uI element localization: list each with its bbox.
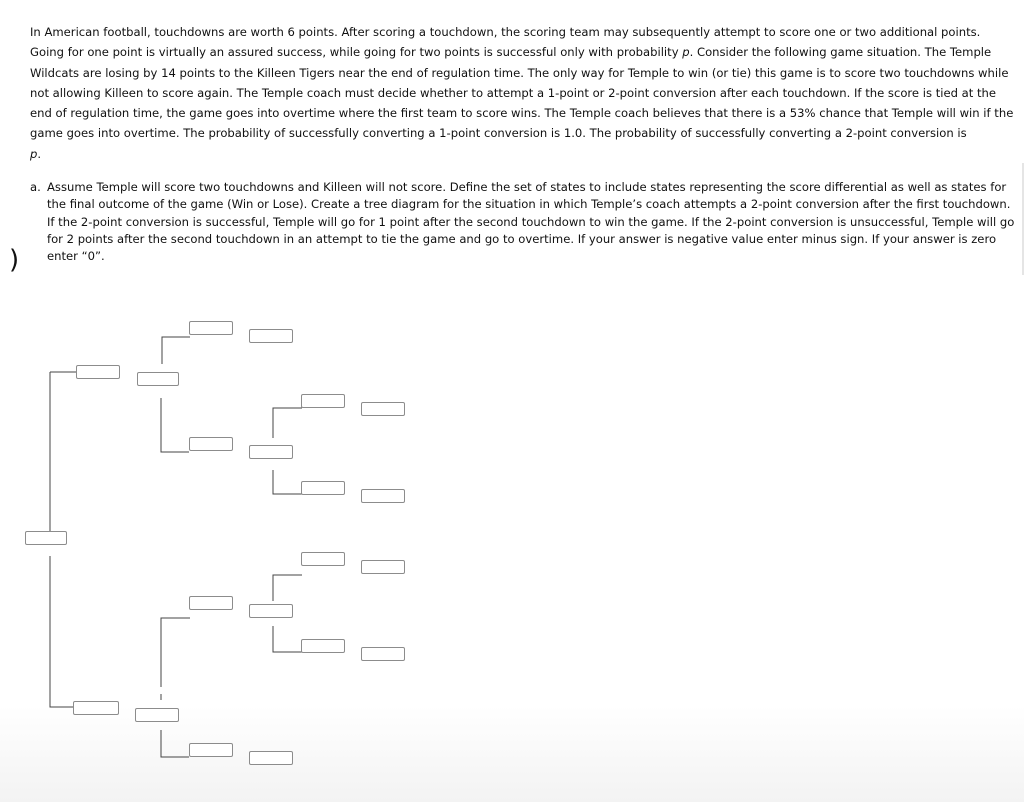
top-lower-upper-connector-line — [273, 408, 302, 438]
top-lower-upper-input[interactable] — [301, 394, 345, 408]
question-text: Assume Temple will score two touchdowns and Killeen will not score. Define the set of states to include states representing the score differential as well as states for the final outcome of the game (Win or Lose). Create a tree diagram for the situation in which Temple’s coach attempts a 2-point conversion after the first touchdown. If the 2-point conversion is successful, Temple will go for 1 point after the second touchdown to win the game. If the 2-point conversion is unsuccessful, Temple will go for 2 points after the second touchdown in an attempt to tie the game and go to overtime. If your answer is negative value enter minus sign. If your answer is zero enter “0”. — [47, 180, 1015, 264]
problem-text-part2: . Consider the following game situation. The Temple Wildcats are losing by 14 points to the Killeen Tigers near the end of regulation time. The only way for Temple to win (or tie) this game is to score two touchdowns while not allowing Killeen to score again. The Temple coach must decide whether to attempt a 1-point or 2-point conversion after each touchdown. If the score is tied at the end of regulation time, the game goes into overtime where the first team to score wins. The Temple coach believes that there is a 53% chance that Temple will win if the game goes into overtime. The probability of successfully converting a 1-point conversion is 1.0. The probability of successfully converting a 2-point conversion is — [30, 45, 1014, 141]
top-lower-lower-state-input[interactable] — [361, 489, 405, 503]
bottom-upper-upper-connector-line — [273, 575, 302, 601]
probability-symbol-p: p — [682, 45, 690, 60]
bottom-upper-input[interactable] — [189, 596, 233, 610]
probability-symbol-p-end: p — [30, 146, 38, 161]
bottom-upper-state-input[interactable] — [249, 604, 293, 618]
bottom-lower-input[interactable] — [189, 743, 233, 757]
bottom-upper-lower-connector-line — [273, 626, 302, 652]
branch-top-state-input[interactable] — [137, 372, 179, 386]
top-lower-state-input[interactable] — [249, 445, 293, 459]
branch-bottom-input[interactable] — [73, 701, 119, 715]
bottom-upper-lower-state-input[interactable] — [361, 647, 405, 661]
bottom-upper-lower-input[interactable] — [301, 639, 345, 653]
bottom-upper-connector-line — [161, 618, 190, 687]
top-lower-lower-connector-line — [273, 470, 302, 494]
top-upper-state-input[interactable] — [249, 329, 293, 343]
top-lower-connector-line — [161, 398, 189, 452]
branch-top-input[interactable] — [76, 365, 120, 379]
problem-text-part3: . — [37, 146, 42, 161]
top-lower-lower-input[interactable] — [301, 481, 345, 495]
top-upper-input[interactable] — [189, 321, 233, 335]
left-paren-icon: ) — [9, 245, 20, 275]
bottom-lower-connector-line — [161, 730, 189, 757]
bottom-lower-state-input[interactable] — [249, 751, 293, 765]
root-state-input[interactable] — [25, 531, 67, 545]
branch-bottom-state-input[interactable] — [135, 708, 179, 722]
top-lower-upper-state-input[interactable] — [361, 402, 405, 416]
bottom-upper-upper-input[interactable] — [301, 552, 345, 566]
question-label: a. — [30, 180, 41, 194]
root-lower-branch-line — [50, 556, 74, 707]
problem-text-part1: In American football, touchdowns are worth 6 points. After scoring a touchdown, the scoring team may subsequently attempt to score one or two additional points. Going for one point is virtually an assured success, while going for two points is successful only with probability — [30, 25, 981, 60]
top-upper-connector-line — [162, 337, 190, 364]
top-lower-input[interactable] — [189, 437, 233, 451]
bottom-upper-upper-state-input[interactable] — [361, 560, 405, 574]
